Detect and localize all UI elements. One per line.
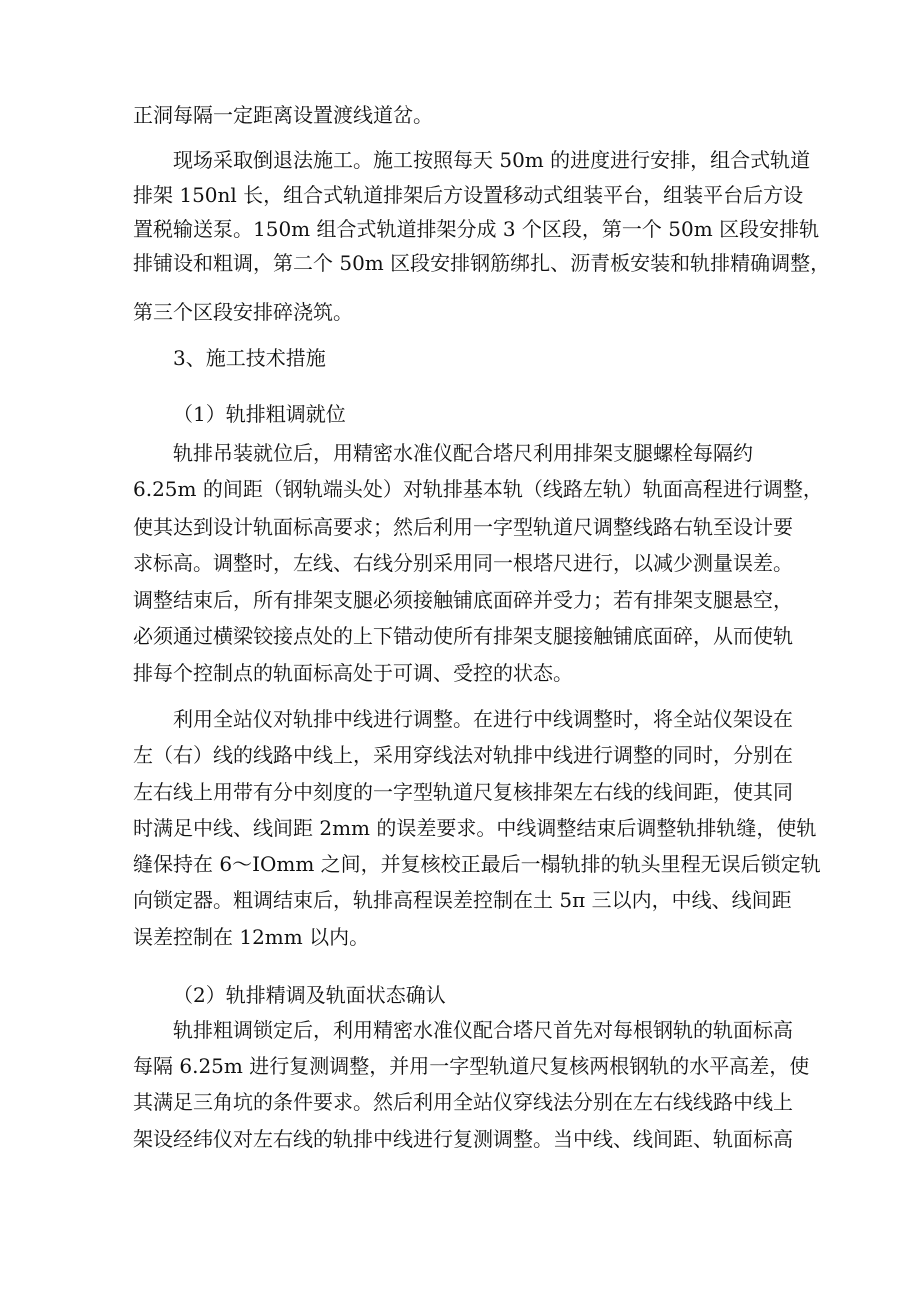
text-line: 现场采取倒退法施工。施工按照每天 50m 的进度进行安排，组合式轨道 [173, 148, 811, 172]
text-line: 轨排粗调锁定后，利用精密水准仪配合塔尺首先对每根钢轨的轨面标高 [173, 1018, 793, 1042]
text-line: 向锁定器。粗调结束后，轨排高程误差控制在土 5π 三以内，中线、线间距 [133, 888, 792, 912]
text-line: 左右线上用带有分中刻度的一字型轨道尺复核排架左右线的线间距，使其同 [133, 780, 793, 804]
text-line: 架设经纬仪对左右线的轨排中线进行复测调整。当中线、线间距、轨面标高 [133, 1127, 793, 1151]
section-heading: 3、施工技术措施 [173, 346, 326, 370]
subsection-heading: （2）轨排精调及轨面状态确认 [173, 983, 446, 1007]
text-line: 时满足中线、线间距 2mm 的误差要求。中线调整结束后调整轨排轨缝，使轨 [133, 816, 817, 840]
text-line: 第三个区段安排碎浇筑。 [133, 300, 353, 324]
text-line: 排铺设和粗调，第二个 50m 区段安排钢筋绑扎、沥青板安装和轨排精确调整， [133, 251, 831, 275]
subsection-heading: （1）轨排粗调就位 [173, 402, 346, 426]
text-line: 左（右）线的线路中线上，采用穿线法对轨排中线进行调整的同时，分别在 [133, 743, 793, 767]
text-line: 缝保持在 6～IOmm 之间，并复核校正最后一榻轨排的轨头里程无误后锁定轨 [133, 852, 821, 876]
text-line: 调整结束后，所有排架支腿必须接触铺底面碎并受力；若有排架支腿悬空， [133, 588, 793, 612]
text-line: 利用全站仪对轨排中线进行调整。在进行中线调整时，将全站仪架设在 [173, 707, 793, 731]
text-line: 排架 150nl 长，组合式轨道排架后方设置移动式组装平台，组装平台后方设 [133, 183, 804, 207]
text-line: 排每个控制点的轨面标高处于可调、受控的状态。 [133, 661, 573, 685]
text-line: 必须通过横梁铰接点处的上下错动使所有排架支腿接触铺底面碎，从而使轨 [133, 624, 793, 648]
text-line: 6.25m 的间距（钢轨端头处）对轨排基本轨（线路左轨）轨面高程进行调整， [133, 477, 823, 501]
text-line: 求标高。调整时，左线、右线分别采用同一根塔尺进行，以减少测量误差。 [133, 551, 793, 575]
text-line: 置税输送泵。150m 组合式轨道排架分成 3 个区段，第一个 50m 区段安排轨 [133, 217, 820, 241]
text-line: 其满足三角坑的条件要求。然后利用全站仪穿线法分别在左右线线路中线上 [133, 1090, 793, 1114]
text-line: 正洞每隔一定距离设置渡线道岔。 [133, 103, 433, 127]
text-line: 每隔 6.25m 进行复测调整，并用一字型轨道尺复核两根钢轨的水平高差，使 [133, 1054, 810, 1078]
text-line: 轨排吊装就位后，用精密水准仪配合塔尺利用排架支腿螺栓每隔约 [173, 441, 753, 465]
text-line: 误差控制在 12mm 以内。 [133, 925, 370, 949]
text-line: 使其达到设计轨面标高要求；然后利用一字型轨道尺调整线路右轨至设计要 [133, 515, 793, 539]
